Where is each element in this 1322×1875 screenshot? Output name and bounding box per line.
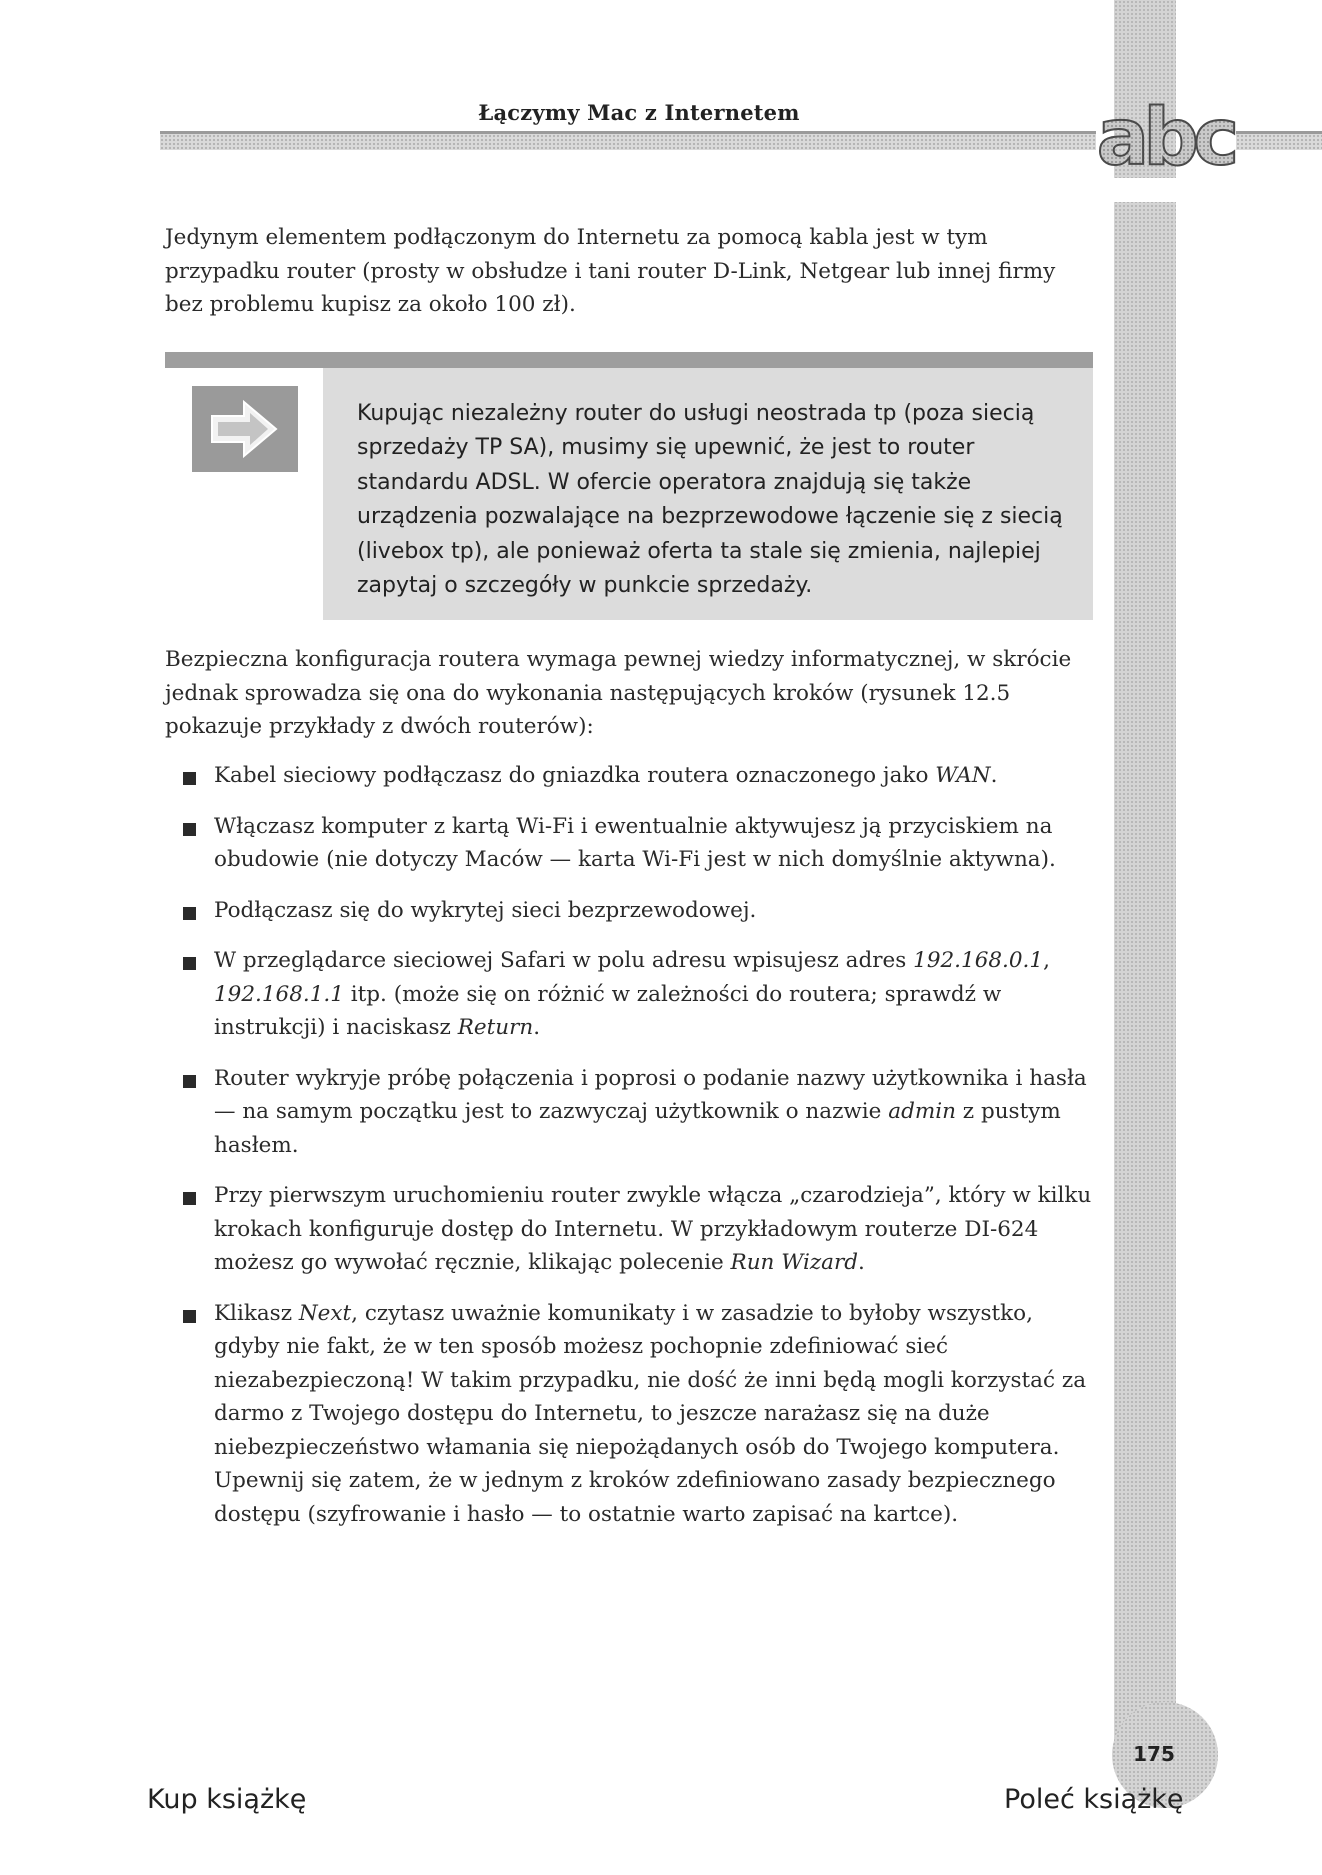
list-item: Przy pierwszym uruchomieniu router zwykle włącza „czarodzieja”, który w kilku krokach konfiguruje dostęp do Internetu. W przykładowym routerze DI-624 możesz go wywołać ręcznie, klikając polecenie Run Wizard. bbox=[180, 1179, 1095, 1280]
running-head: Łączymy Mac z Internetem bbox=[478, 100, 800, 125]
list-item: W przeglądarce sieciowej Safari w polu adresu wpisujesz adres 192.168.0.1, 192.168.1.1 itp. (może się on różnić w zależności do routera; sprawdź w instrukcji) i naciskasz Return. bbox=[180, 944, 1095, 1045]
header-rule bbox=[160, 131, 1096, 150]
arrow-right-icon bbox=[192, 386, 298, 472]
config-paragraph: Bezpieczna konfiguracja routera wymaga pewnej wiedzy informatycznej, w skrócie jednak sprowadza się ona do wykonania następujących kroków (rysunek 12.5 pokazuje przykłady z dwóch routerów): bbox=[165, 647, 1072, 739]
intro-paragraph: Jedynym elementem podłączonym do Internetu za pomocą kabla jest w tym przypadku router (prosty w obsłudze i tani router D-Link, Netgear lub innej firmy bez problemu kupisz za około 100 zł). bbox=[165, 225, 1056, 317]
note-bar bbox=[165, 352, 1093, 368]
buy-book-link[interactable]: Kup książkę bbox=[147, 1784, 307, 1815]
recommend-book-link[interactable]: Poleć książkę bbox=[1004, 1784, 1184, 1815]
list-item: Kabel sieciowy podłączasz do gniazdka routera oznaczonego jako WAN. bbox=[180, 759, 1095, 793]
abc-logo-text: abc bbox=[1096, 96, 1234, 176]
sidebar-strip bbox=[1114, 0, 1176, 1765]
page-number: 175 bbox=[1133, 1742, 1175, 1766]
list-item: Router wykryje próbę połączenia i poprosi o podanie nazwy użytkownika i hasła — na samym początku jest to zazwyczaj użytkownik o nazwie admin z pustym hasłem. bbox=[180, 1062, 1095, 1163]
note-text: Kupując niezależny router do usługi neostrada tp (poza siecią sprzedaży TP SA), musimy się upewnić, że jest to router standardu ADSL. W ofercie operatora znajdują się także urządzenia pozwalające na bezprzewodowe łączenie się z siecią (livebox tp), ale ponieważ oferta ta stale się zmienia, najlepiej zapytaj o szczegóły w punkcie sprzedaży. bbox=[357, 401, 1063, 599]
list-item: Klikasz Next, czytasz uważnie komunikaty i w zasadzie to byłoby wszystko, gdyby nie fakt, że w ten sposób możesz pochopnie zdefiniować sieć niezabezpieczoną! W takim przypadku, nie dość że inni będą mogli korzystać za darmo z Twojego dostępu do Internetu, to jeszcze narażasz się na duże niebezpieczeństwo włamania się niepożądanych osób do Twojego komputera. Upewnij się zatem, że w jednym z kroków zdefiniowano zasady bezpiecznego dostępu (szyfrowanie i hasło — to ostatnie warto zapisać na kartce). bbox=[180, 1297, 1095, 1532]
abc-logo bbox=[1094, 96, 1236, 176]
steps-list bbox=[180, 759, 1095, 1531]
list-item: Włączasz komputer z kartą Wi-Fi i ewentualnie aktywujesz ją przyciskiem na obudowie (nie dotyczy Maców — karta Wi-Fi jest w nich domyślnie aktywna). bbox=[180, 810, 1095, 877]
list-item: Podłączasz się do wykrytej sieci bezprzewodowej. bbox=[180, 894, 1095, 928]
header-rule-right bbox=[1236, 131, 1322, 150]
